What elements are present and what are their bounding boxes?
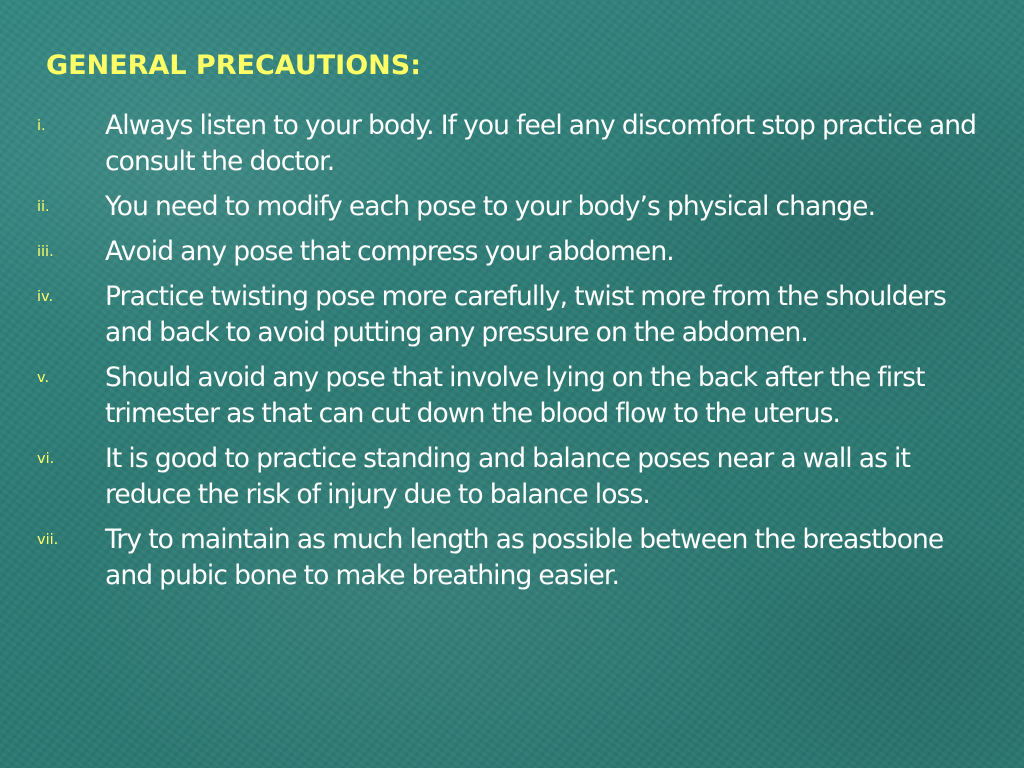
list-item xyxy=(0,441,1024,513)
list-item-text: You need to modify each pose to your body’s physical change. xyxy=(105,191,876,222)
list-marker: i. xyxy=(37,118,46,134)
list-item-text: It is good to practice standing and balance poses near a wall as it reduce the risk of injury due to balance loss. xyxy=(105,443,910,510)
list-item-text: Should avoid any pose that involve lying on the back after the first trimester as that can cut down the blood flow to the uterus. xyxy=(105,362,925,429)
list-marker: vi. xyxy=(37,451,55,467)
list-item xyxy=(0,522,1024,594)
list-marker: v. xyxy=(37,370,50,386)
list-item xyxy=(0,108,1024,180)
list-item-text: Practice twisting pose more carefully, twist more from the shoulders and back to avoid putting any pressure on the abdomen. xyxy=(105,281,946,348)
list-item-text: Try to maintain as much length as possible between the breastbone and pubic bone to make breathing easier. xyxy=(105,524,944,591)
slide-title: GENERAL PRECAUTIONS: xyxy=(46,50,422,81)
list-marker: iv. xyxy=(37,289,54,305)
list-marker: vii. xyxy=(37,532,59,548)
list-marker: ii. xyxy=(37,199,50,215)
list-marker: iii. xyxy=(37,244,54,260)
list-item xyxy=(0,189,1024,225)
list-item-text: Avoid any pose that compress your abdomen. xyxy=(105,236,674,267)
list-item-text: Always listen to your body. If you feel any discomfort stop practice and consult the doctor. xyxy=(105,110,977,177)
list-item xyxy=(0,360,1024,432)
list-item xyxy=(0,279,1024,351)
precautions-list xyxy=(0,108,1024,603)
list-item xyxy=(0,234,1024,270)
